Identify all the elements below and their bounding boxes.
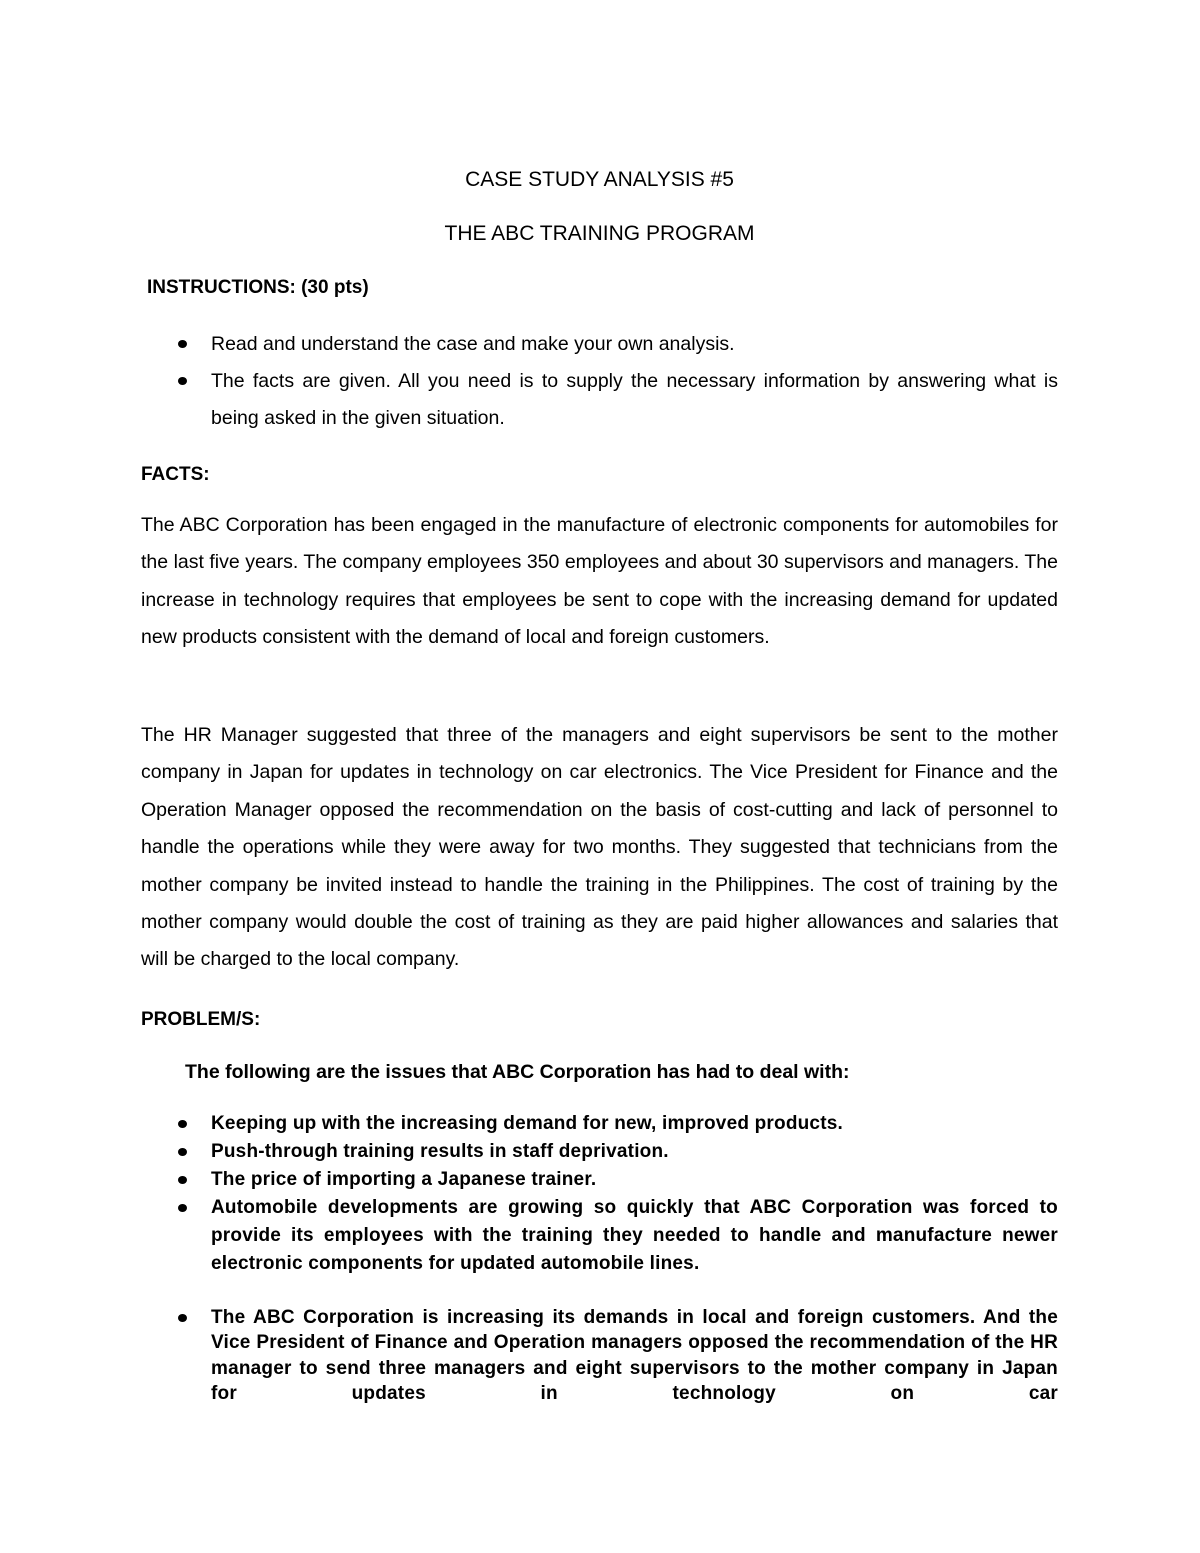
document-title: CASE STUDY ANALYSIS #5 [465, 168, 734, 191]
problem-text: Automobile developments are growing so quickly that ABC Corporation was forced to provide its employees with the training they needed to handle and manufacture newer electronic components for updated automobile lines. [211, 1197, 1058, 1274]
facts-paragraph: The ABC Corporation has been engaged in the manufacture of electronic components for automobiles for the last five years. The company employees 350 employees and about 30 supervisors and managers. The increase in technology requires that employees be sent to cope with the increasing demand for updated new products consistent with the demand of local and foreign customers. [141, 514, 1058, 649]
instruction-text: Read and understand the case and make your own analysis. [211, 333, 735, 355]
list-item [141, 1138, 1058, 1166]
facts-label: FACTS: [141, 464, 210, 485]
bullet-icon [178, 1204, 187, 1212]
instructions-label: INSTRUCTIONS: (30 pts) [147, 277, 369, 298]
list-item [141, 1305, 1058, 1406]
problems-list [141, 1110, 1058, 1278]
document-subtitle: THE ABC TRAINING PROGRAM [444, 222, 755, 245]
bullet-icon [178, 377, 187, 385]
instructions-list [141, 326, 1058, 437]
list-item [141, 326, 1058, 363]
problem-text: Push-through training results in staff deprivation. [211, 1141, 669, 1162]
problem-text: Keeping up with the increasing demand for new, improved products. [211, 1113, 843, 1134]
list-item [141, 363, 1058, 437]
bullet-icon [178, 1314, 187, 1322]
list-item [141, 1110, 1058, 1138]
bullet-icon [178, 1148, 187, 1156]
bullet-icon [178, 1176, 187, 1184]
list-item [141, 1166, 1058, 1194]
problem-text: The price of importing a Japanese trainer. [211, 1169, 597, 1190]
problem-text: The ABC Corporation is increasing its demands in local and foreign customers. And the Vice President of Finance and Operation managers opposed the recommendation of the HR manager to send three managers and eight supervisors to the mother company in Japan for updates in technology on car [211, 1307, 1058, 1404]
problems-intro: The following are the issues that ABC Corporation has had to deal with: [185, 1061, 850, 1083]
document-page [141, 0, 1058, 1553]
facts-paragraph: The HR Manager suggested that three of the managers and eight supervisors be sent to the mother company in Japan for updates in technology on car electronics. The Vice President for Finance and the Operation Manager opposed the recommendation on the basis of cost-cutting and lack of personnel to handle the operations while they were away for two months. They suggested that technicians from the mother company be invited instead to handle the training in the Philippines. The cost of training by the mother company would double the cost of training as they are paid higher allowances and salaries that will be charged to the local company. [141, 724, 1058, 971]
problems-list-continued [141, 1305, 1058, 1406]
instruction-text: The facts are given. All you need is to supply the necessary information by answering what is being asked in the given situation. [211, 370, 1058, 429]
bullet-icon [178, 1120, 187, 1128]
problems-label: PROBLEM/S: [141, 1009, 261, 1030]
list-item [141, 1194, 1058, 1278]
bullet-icon [178, 340, 187, 348]
